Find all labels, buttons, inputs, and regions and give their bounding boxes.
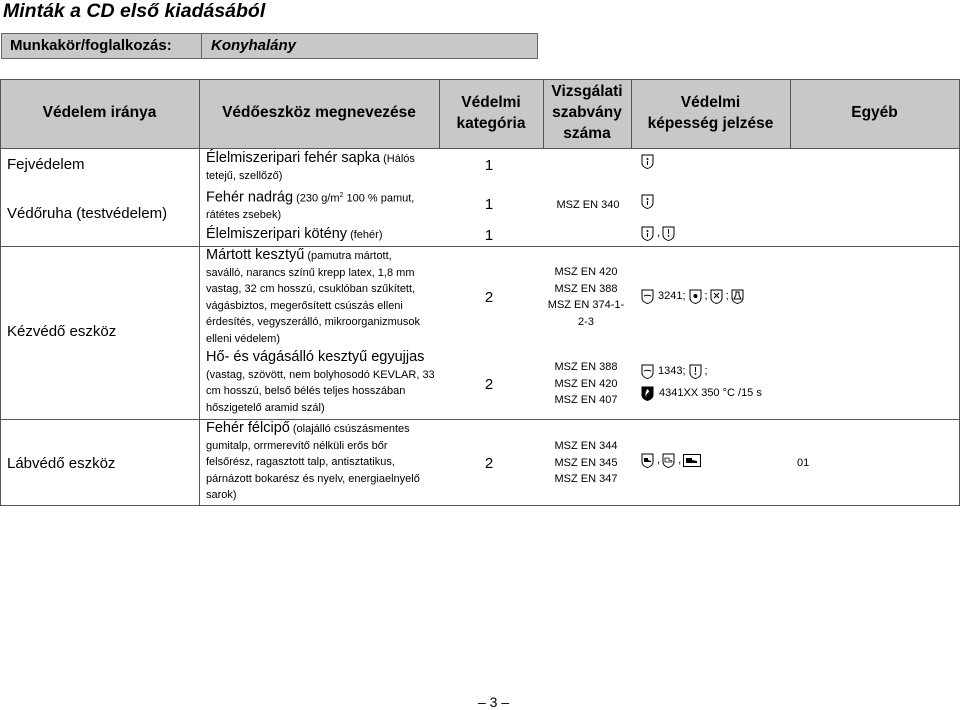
glove-heat-marks-1: 1343; ; xyxy=(641,363,710,379)
cap-category: 1 xyxy=(484,157,494,174)
hazard-shield-icon xyxy=(689,364,702,379)
info-shield-icon xyxy=(641,194,654,209)
antistatic-shoe-icon xyxy=(683,453,701,468)
category-head: Fejvédelem xyxy=(7,156,85,173)
header-other: Egyéb xyxy=(851,104,898,121)
info-shield-icon xyxy=(641,154,654,169)
header-direction: Védelem iránya xyxy=(42,104,157,121)
flask-icon xyxy=(731,289,744,304)
item-glove-coated: Mártott kesztyű (pamutra mártott, saválló, narancs színű krepp latex, 1,8 mm vastag, 32 cm hosszú, csuklóban szűkített, vágásbiztos, megerősített csúszás elleni érdesítés, vegyszerálló, mikroorganizmusok elleni védelem) xyxy=(206,247,420,345)
shoe-standards: MSZ EN 344 MSZ EN 345 MSZ EN 347 xyxy=(554,440,618,485)
glove-coated-standards: MSZ EN 420 MSZ EN 388 MSZ EN 374-1- 2-3 xyxy=(547,266,625,328)
glove-heat-marks-2: 4341XX 350 °C /15 s xyxy=(641,385,762,401)
page-title: Minták a CD első kiadásából xyxy=(3,0,266,22)
item-trousers: Fehér nadrág (230 $g/m^2$ 100 % pamut, rátétes zsebek) xyxy=(206,189,415,222)
item-shoe: Fehér félcipő (olajálló csúszásmentes gumitalp, orrmerevítő nélküli erős bőr felsőrész, ragasztott talp, antisztatikus, párnázott bokarész és nyelv, energiaelnyelő sarok) xyxy=(206,420,420,501)
header-category: Védelmi kategória xyxy=(456,94,526,132)
job-row xyxy=(1,33,538,59)
shoe-icon xyxy=(641,453,654,468)
glove-coated-category: 2 xyxy=(484,289,494,306)
shoe-outline-icon xyxy=(662,453,675,468)
hazard-shield-icon xyxy=(662,226,675,241)
page-number: – 3 – xyxy=(478,694,510,710)
glove-coated-marks: 3241; ; ; xyxy=(641,288,745,304)
shoe-other: 01 xyxy=(797,457,810,469)
micro-organism-icon xyxy=(689,289,702,304)
trousers-category: 1 xyxy=(484,196,494,213)
category-body: Védőruha (testvédelem) xyxy=(7,205,168,222)
header-device: Védőeszköz megnevezése xyxy=(222,104,416,121)
header-capability: Védelmi képesség jelzése xyxy=(647,94,774,132)
job-value: Konyhalány xyxy=(211,37,297,54)
hand-cut-icon xyxy=(641,364,654,379)
category-foot: Lábvédő eszköz xyxy=(7,455,116,472)
info-shield-icon xyxy=(641,226,654,241)
cap-marks xyxy=(641,154,655,169)
trousers-standard: MSZ EN 340 xyxy=(556,199,620,211)
glove-heat-standards: MSZ EN 388 MSZ EN 420 MSZ EN 407 xyxy=(554,361,618,406)
shoe-category: 2 xyxy=(484,455,494,472)
item-cap: Élelmiszeripari fehér sapka (Hálós tetejű, szellőző) xyxy=(206,150,415,182)
apron-category: 1 xyxy=(484,227,494,244)
trousers-marks xyxy=(641,194,655,209)
apron-marks: , xyxy=(641,225,676,241)
job-separator xyxy=(201,34,202,58)
chemical-icon xyxy=(710,289,723,304)
job-label: Munkakör/foglalkozás: xyxy=(10,37,172,54)
hand-cut-icon xyxy=(641,289,654,304)
item-apron: Élelmiszeripari kötény (fehér) xyxy=(206,226,383,242)
item-glove-heat: Hő- és vágásálló kesztyű egyujjas (vastag, szövött, nem bolyhosodó KEVLAR, 33 cm hosszú, belső bélés teljes hosszában hőszigetelő aramid szál) xyxy=(206,349,435,414)
glove-heat-category: 2 xyxy=(484,376,494,393)
category-hand: Kézvédő eszköz xyxy=(7,323,117,340)
heat-flame-icon xyxy=(641,386,654,401)
shoe-marks: , , xyxy=(641,452,702,468)
header-standard: Vizsgálati szabvány száma xyxy=(551,83,623,142)
